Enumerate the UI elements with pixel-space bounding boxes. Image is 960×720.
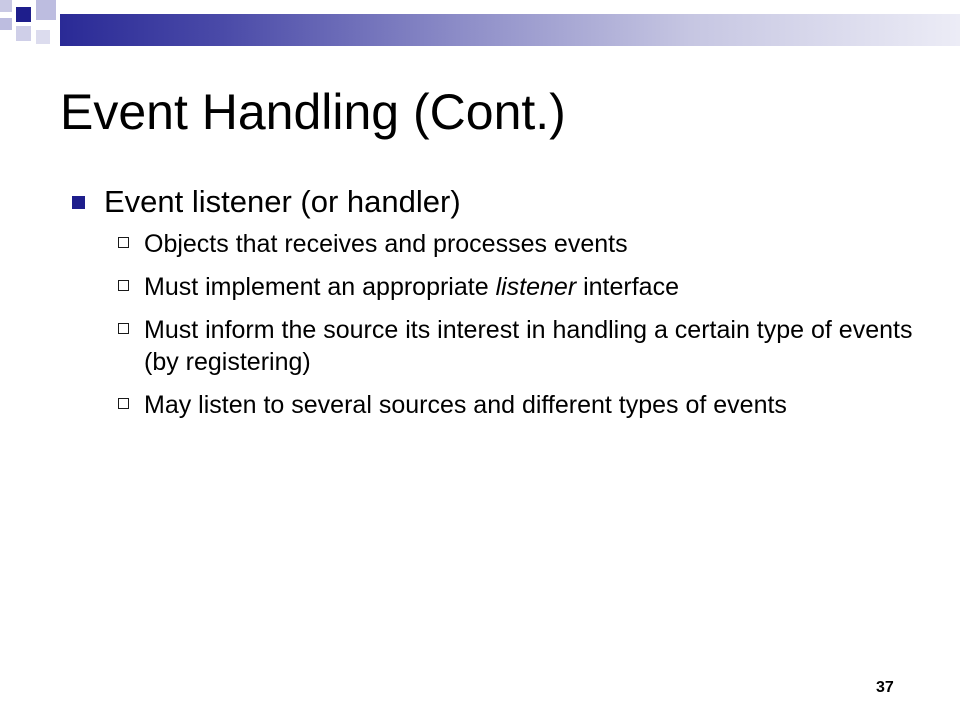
sub-bullet-text-pre: Must implement an appropriate [144,273,496,301]
hollow-square-bullet-icon [118,323,129,334]
hollow-square-bullet-icon [118,237,129,248]
bullet-list [70,184,930,432]
decor-square [16,7,31,22]
sub-bullet-item [115,228,930,260]
sub-bullet-text: Objects that receives and processes events [144,230,628,258]
sub-bullet-text-post: interface [576,273,679,301]
decor-square [36,30,50,44]
hollow-square-bullet-icon [118,280,129,291]
sub-bullet-text: May listen to several sources and different types of events [144,391,787,419]
header-gradient-bar [60,14,960,46]
sub-bullet-text: Must inform the source its interest in handling a certain type of events (by registering) [144,316,913,376]
decor-square [0,0,12,12]
bullet-item [70,184,930,421]
sub-bullet-item [115,389,930,421]
sub-bullet-list [115,228,930,421]
decor-square [0,18,12,30]
decor-square [16,26,31,41]
slide-title: Event Handling (Cont.) [60,84,566,140]
slide-number: 37 [876,679,894,696]
sub-bullet-emphasis: listener [495,273,577,301]
sub-bullet-item [115,314,930,378]
sub-bullet-item [115,271,930,303]
square-bullet-icon [72,196,85,209]
sub-bullet-text [144,271,930,303]
decor-square [36,0,56,20]
hollow-square-bullet-icon [118,398,129,409]
bullet-text: Event listener (or handler) [104,184,461,219]
